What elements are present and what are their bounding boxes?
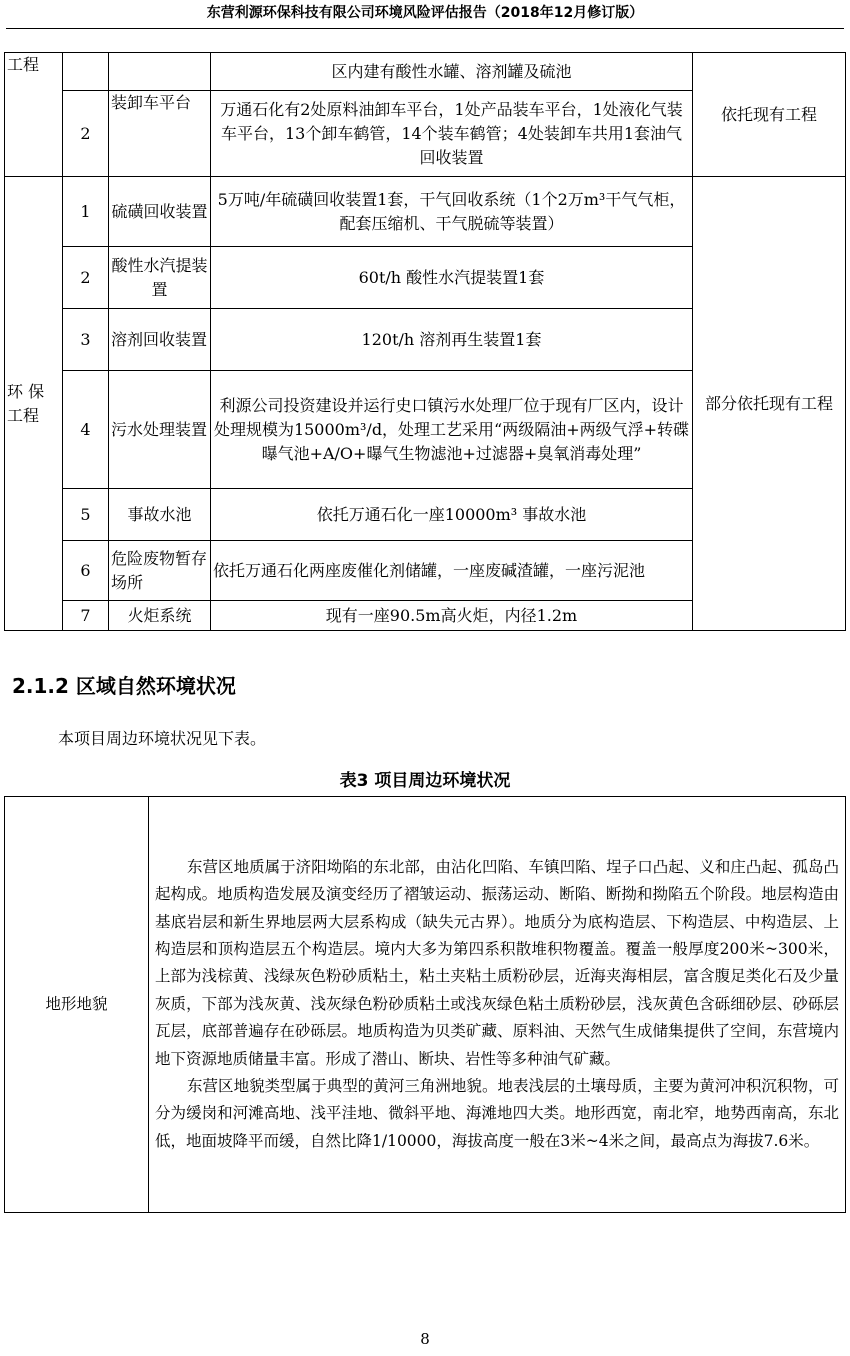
no-cell: 1 bbox=[63, 177, 109, 247]
group-cell: 环 保 工程 bbox=[5, 177, 63, 631]
table-row bbox=[5, 53, 846, 91]
content-cell: 120t/h 溶剂再生装置1套 bbox=[211, 309, 693, 371]
paragraph-geology: 东营区地质属于济阳坳陷的东北部，由沾化凹陷、车镇凹陷、埕子口凸起、义和庄凸起、孤岛凸起构成。地质构造发展及演变经历了褶皱运动、振荡运动、断陷、断拗和拗陷五个阶段。地层构造由基底岩层和新生界地层两大层系构成（缺失元古界）。地质分为底构造层、下构造层、中构造层、上构造层和顶构造层五个构造层。境内大多为第四系积散堆积物覆盖。覆盖一般厚度200米~300米，上部为浅棕黄、浅绿灰色粉砂质粘土，粘土夹粘土质粉砂层，近海夹海相层，富含腹足类化石及少量灰质，下部为浅灰黄、浅灰绿色粉砂质粘土或浅灰绿色粘土质粉砂层，浅灰黄色含砾细砂层、砂砾层瓦层，底部普遍存在砂砾层。地质构造为贝类矿藏、原料油、天然气生成储集提供了空间，东营境内地下资源地质储量丰富。形成了潜山、断块、岩性等多种油气矿藏。 bbox=[155, 857, 839, 1068]
environment-table bbox=[4, 796, 846, 1213]
name-cell: 污水处理装置 bbox=[109, 371, 211, 489]
header-divider bbox=[6, 28, 844, 29]
no-cell: 6 bbox=[63, 541, 109, 601]
note-cell: 依托现有工程 bbox=[693, 53, 846, 177]
content-cell: 依托万通石化两座废催化剂储罐，一座废碱渣罐，一座污泥池 bbox=[211, 541, 693, 601]
section-heading: 2.1.2 区域自然环境状况 bbox=[12, 674, 236, 698]
name-cell: 危险废物暂存场所 bbox=[109, 541, 211, 601]
no-cell: 4 bbox=[63, 371, 109, 489]
page-header: 东营利源环保科技有限公司环境风险评估报告（2018年12月修订版） bbox=[206, 5, 644, 21]
content-cell: 万通石化有2处原料油卸车平台，1处产品装车平台，1处液化气装车平台，13个卸车鹤管，14个装车鹤管；4处装卸车共用1套油气回收装置 bbox=[211, 91, 693, 177]
name-cell: 硫磺回收装置 bbox=[109, 177, 211, 247]
content-cell: 依托万通石化一座10000m³ 事故水池 bbox=[211, 489, 693, 541]
no-cell: 5 bbox=[63, 489, 109, 541]
content-cell: 区内建有酸性水罐、溶剂罐及硫池 bbox=[211, 53, 693, 91]
no-cell: 2 bbox=[63, 91, 109, 177]
table-caption: 表3 项目周边环境状况 bbox=[339, 771, 511, 791]
content-cell: 现有一座90.5m高火炬，内径1.2m bbox=[211, 601, 693, 631]
content-cell: 60t/h 酸性水汽提装置1套 bbox=[211, 247, 693, 309]
no-cell: 7 bbox=[63, 601, 109, 631]
table-row bbox=[5, 177, 846, 247]
name-cell: 事故水池 bbox=[109, 489, 211, 541]
content-cell: 利源公司投资建设并运行史口镇污水处理厂位于现有厂区内，设计处理规模为15000m³/d，处理工艺采用“两级隔油+两级气浮+转碟曝气池+A/O+曝气生物滤池+过滤器+臭氧消毒处理” bbox=[211, 371, 693, 489]
name-cell: 火炬系统 bbox=[109, 601, 211, 631]
group-cell: 工程 bbox=[5, 53, 63, 177]
table-row bbox=[5, 797, 846, 1213]
note-cell: 部分依托现有工程 bbox=[693, 177, 846, 631]
name-cell: 酸性水汽提装置 bbox=[109, 247, 211, 309]
name-cell bbox=[109, 53, 211, 91]
name-cell: 装卸车平台 bbox=[109, 91, 211, 177]
description-cell bbox=[149, 797, 846, 1213]
no-cell: 2 bbox=[63, 247, 109, 309]
page-number: 8 bbox=[420, 1330, 430, 1348]
no-cell bbox=[63, 53, 109, 91]
content-cell: 5万吨/年硫磺回收装置1套，干气回收系统（1个2万m³干气气柜，配套压缩机、干气脱硫等装置） bbox=[211, 177, 693, 247]
category-label: 地形地貌 bbox=[5, 797, 149, 1213]
project-facility-table bbox=[4, 52, 846, 631]
paragraph-landform: 东营区地貌类型属于典型的黄河三角洲地貌。地表浅层的土壤母质，主要为黄河冲积沉积物，可分为缓岗和河滩高地、浅平洼地、微斜平地、海滩地四大类。地形西宽，南北窄，地势西南高，东北低，地面坡降平而缓，自然比降1/10000，海拔高度一般在3米~4米之间，最高点为海拔7.6米。 bbox=[155, 1077, 839, 1150]
intro-text: 本项目周边环境状况见下表。 bbox=[58, 729, 267, 748]
no-cell: 3 bbox=[63, 309, 109, 371]
name-cell: 溶剂回收装置 bbox=[109, 309, 211, 371]
